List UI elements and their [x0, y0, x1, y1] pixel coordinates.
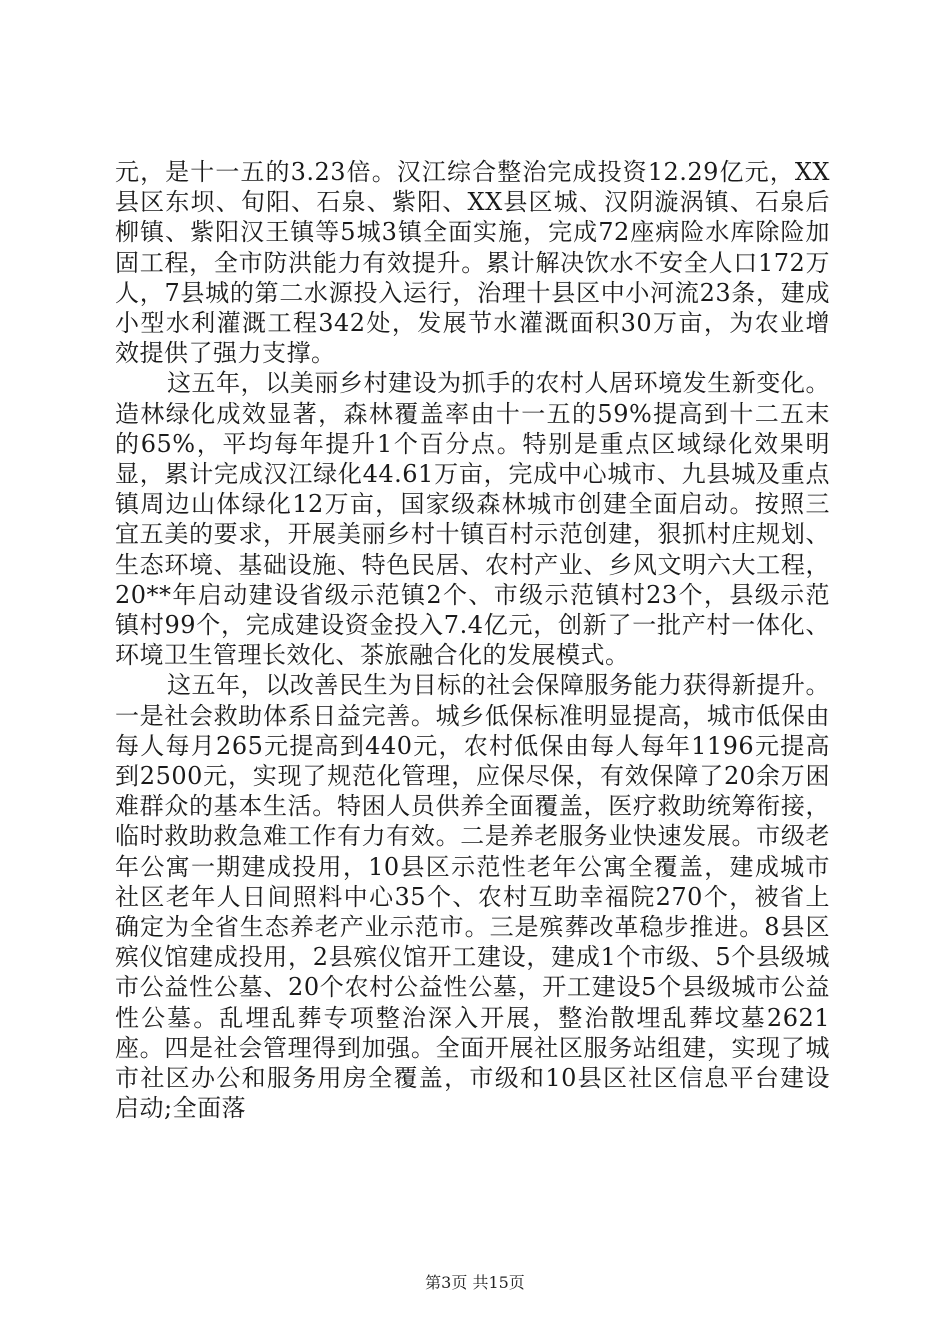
- paragraph-water-conservancy: 元，是十一五的3.23倍。汉江综合整治完成投资12.29亿元，XX县区东坝、旬阳、石泉、紫阳、XX县区城、汉阴漩涡镇、石泉后柳镇、紫阳汉王镇等5城3镇全面实施，完成72座病险水库除险加固工程，全市防洪能力有效提升。累计解决饮水不安全人口172万人，7县城的第二水源投入运行，治理十县区中小河流23条，建成小型水利灌溉工程342处，发展节水灌溉面积30万亩，为农业增效提供了强力支撑。: [115, 158, 830, 368]
- document-body: [115, 157, 830, 1124]
- paragraph-beautiful-village: 这五年，以美丽乡村建设为抓手的农村人居环境发生新变化。造林绿化成效显著，森林覆盖率由十一五的59%提高到十二五末的65%，平均每年提升1个百分点。特别是重点区域绿化效果明显，累计完成汉江绿化44.61万亩，完成中心城市、九县城及重点镇周边山体绿化12万亩，国家级森林城市创建全面启动。按照三宜五美的要求，开展美丽乡村十镇百村示范创建，狠抓村庄规划、生态环境、基础设施、特色民居、农村产业、乡风文明六大工程，20**年启动建设省级示范镇2个、市级示范镇村23个，县级示范镇村99个，完成建设资金投入7.4亿元，创新了一批产村一体化、环境卫生管理长效化、茶旅融合化的发展模式。: [115, 369, 830, 670]
- page-footer: 第3页 共15页: [425, 1273, 525, 1292]
- paragraph-social-security: 这五年，以改善民生为目标的社会保障服务能力获得新提升。一是社会救助体系日益完善。城乡低保标准明显提高，城市低保由每人每月265元提高到440元，农村低保由每人每年1196元提高到2500元，实现了规范化管理，应保尽保，有效保障了20余万困难群众的基本生活。特困人员供养全面覆盖，医疗救助统筹衔接，临时救助救急难工作有力有效。二是养老服务业快速发展。市级老年公寓一期建成投用，10县区示范性老年公寓全覆盖，建成城市社区老年人日间照料中心35个、农村互助幸福院270个，被省上确定为全省生态养老产业示范市。三是殡葬改革稳步推进。8县区殡仪馆建成投用，2县殡仪馆开工建设，建成1个市级、5个县级城市公益性公墓、20个农村公益性公墓，开工建设5个县级城市公益性公墓。乱埋乱葬专项整治深入开展，整治散埋乱葬坟墓2621座。四是社会管理得到加强。全面开展社区服务站组建，实现了城市社区办公和服务用房全覆盖，市级和10县区社区信息平台建设启动;全面落: [115, 671, 830, 1123]
